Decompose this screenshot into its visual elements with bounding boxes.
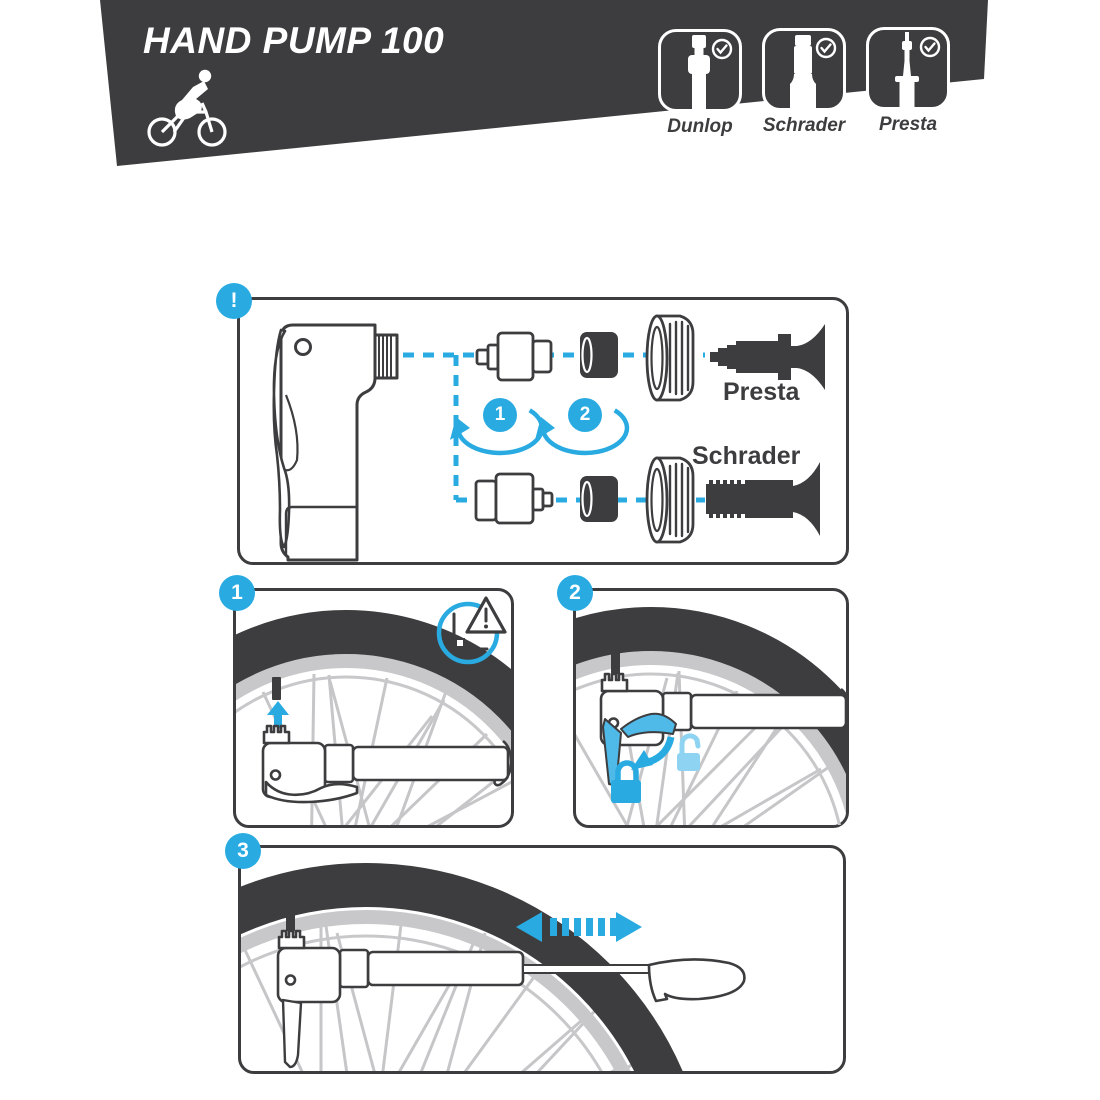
valve-insert-icon <box>476 474 552 523</box>
step-2-panel <box>573 588 849 828</box>
step-3-badge: 3 <box>225 833 261 869</box>
rotate-step-2-badge: 2 <box>568 398 602 432</box>
valve-label-dunlop: Dunlop <box>667 116 733 137</box>
step-3-panel <box>238 845 846 1074</box>
unlock-icon <box>677 736 700 771</box>
valve-label-schrader: Schrader <box>762 115 846 136</box>
valve-insert-icon <box>477 333 551 380</box>
step-2-badge: 2 <box>557 575 593 611</box>
piston-rod <box>523 965 653 973</box>
presta-label: Presta <box>723 378 800 406</box>
step-1-illustration <box>236 591 511 825</box>
cyclist-icon <box>146 66 231 151</box>
overview-illustration <box>240 300 846 562</box>
notice-badge: ! <box>216 283 252 319</box>
valve-card-presta <box>866 27 950 110</box>
knurled-cap-icon <box>647 316 693 542</box>
check-icon <box>917 34 943 60</box>
page-title: HAND PUMP 100 <box>143 20 445 61</box>
valve-card-dunlop <box>658 29 742 112</box>
valve-label-presta: Presta <box>878 114 938 135</box>
check-icon <box>709 36 735 62</box>
step-1-badge: 1 <box>219 575 255 611</box>
piston-handle-icon <box>649 959 744 1001</box>
valve-card-schrader <box>762 28 846 111</box>
overview-panel <box>237 297 849 565</box>
step-2-illustration <box>576 591 846 825</box>
step-1-panel <box>233 588 514 828</box>
check-icon <box>813 35 839 61</box>
valve-stem-icon <box>611 652 620 674</box>
schrader-label: Schrader <box>692 442 801 470</box>
rotate-step-1-badge: 1 <box>483 398 517 432</box>
lever-open-icon <box>283 1000 301 1067</box>
step-3-illustration <box>241 848 843 1071</box>
valve-stem-icon <box>272 677 281 700</box>
valve-stem-icon <box>286 907 295 931</box>
pump-icon <box>263 726 511 802</box>
schrader-valve-icon <box>706 462 820 536</box>
